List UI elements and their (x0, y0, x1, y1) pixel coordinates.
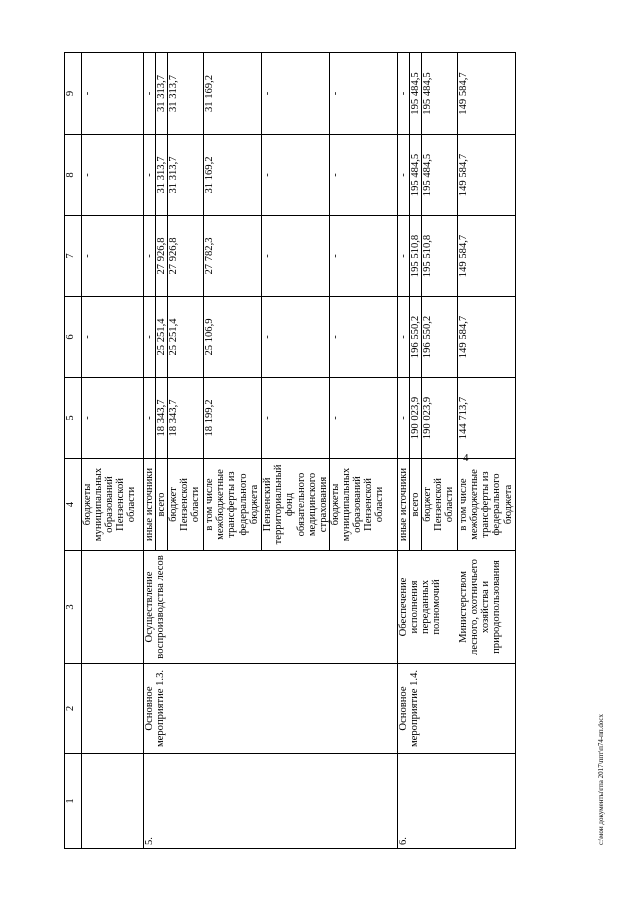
value-cell: 195 510,8 (409, 216, 421, 297)
source-cell: бюджеты муниципальных образований Пензенской области (329, 459, 397, 551)
value-cell: 195 484,5 (409, 135, 421, 216)
row-number: 5. (144, 754, 398, 849)
value-cell: 149 584,7 (458, 216, 516, 297)
value-cell: 27 926,8 (156, 216, 168, 297)
value-cell: - (397, 53, 409, 135)
source-cell: иные источники (397, 459, 409, 551)
source-cell: всего (409, 459, 421, 551)
cell-empty (82, 754, 144, 849)
header-cell: 3 (65, 551, 82, 664)
value-cell: 149 584,7 (458, 135, 516, 216)
measure-title: Обеспечение исполнения переданных полномочий (397, 551, 457, 664)
value-cell: 195 484,5 (422, 53, 458, 135)
table-row (82, 53, 144, 849)
value-cell: - (262, 378, 330, 459)
header-cell: 9 (65, 53, 82, 135)
source-cell: всего (156, 459, 168, 551)
value-cell: 31 169,2 (204, 135, 262, 216)
value-cell: 190 023,9 (422, 378, 458, 459)
value-cell: 27 782,3 (204, 216, 262, 297)
header-cell: 4 (65, 459, 82, 551)
value-cell: 195 510,8 (422, 216, 458, 297)
header-cell: 8 (65, 135, 82, 216)
value-cell: 25 251,4 (168, 297, 204, 378)
value-cell: 31 313,7 (156, 53, 168, 135)
value-cell: - (397, 378, 409, 459)
row-number: 6. (397, 754, 515, 849)
value-cell: 195 484,5 (409, 53, 421, 135)
source-cell: в том числе межбюджетные трансферты из федерального бюджета (458, 459, 516, 551)
rotated-table-container (64, 53, 606, 849)
footer-file-path: c:\мои документы\гпа 2017\ппт\п74-пп.docx (597, 713, 605, 845)
value-cell: - (262, 135, 330, 216)
measure-name: Основное мероприятие 1.3. (144, 664, 398, 754)
value-cell: 31 313,7 (168, 53, 204, 135)
header-cell: 5 (65, 378, 82, 459)
value-cell: - (144, 53, 156, 135)
table-header-row (65, 53, 82, 849)
value-cell: - (262, 216, 330, 297)
header-cell: 1 (65, 754, 82, 849)
value-cell: 195 484,5 (422, 135, 458, 216)
value-cell: - (82, 378, 144, 459)
value-cell: 144 713,7 (458, 378, 516, 459)
value-cell: 31 313,7 (156, 135, 168, 216)
header-cell: 2 (65, 664, 82, 754)
value-cell: - (144, 378, 156, 459)
source-cell: в том числе межбюджетные трансферты из федерального бюджета (204, 459, 262, 551)
header-cell: 7 (65, 216, 82, 297)
page-number: 4 (463, 452, 469, 464)
value-cell: - (82, 135, 144, 216)
value-cell: 25 251,4 (156, 297, 168, 378)
measure-name: Основное мероприятие 1.4. (397, 664, 515, 754)
value-cell: 27 926,8 (168, 216, 204, 297)
value-cell: - (397, 135, 409, 216)
value-cell: - (262, 53, 330, 135)
value-cell: - (329, 135, 397, 216)
value-cell: 18 343,7 (168, 378, 204, 459)
value-cell: - (329, 216, 397, 297)
value-cell: - (329, 297, 397, 378)
value-cell: 149 584,7 (458, 53, 516, 135)
value-cell: - (144, 135, 156, 216)
budget-table (64, 52, 516, 849)
measure-title: Министерством лесного, охотничьего хозяйства и природопользования (458, 551, 516, 664)
value-cell: - (329, 53, 397, 135)
value-cell: - (82, 53, 144, 135)
value-cell: - (397, 297, 409, 378)
value-cell: - (397, 216, 409, 297)
value-cell: 31 313,7 (168, 135, 204, 216)
cell-empty (82, 551, 144, 664)
source-cell: бюджет Пензенской области (422, 459, 458, 551)
source-cell: Пензенский территориальный фонд обязательного медицинского страхования (262, 459, 330, 551)
value-cell: - (144, 216, 156, 297)
value-cell: 196 550,2 (409, 297, 421, 378)
table-row (397, 53, 409, 849)
value-cell: - (144, 297, 156, 378)
source-cell: иные источники (144, 459, 156, 551)
value-cell: 18 343,7 (156, 378, 168, 459)
value-cell: - (329, 378, 397, 459)
value-cell: - (82, 297, 144, 378)
value-cell: 25 106,9 (204, 297, 262, 378)
table-row (144, 53, 156, 849)
value-cell: 190 023,9 (409, 378, 421, 459)
value-cell: 31 169,2 (204, 53, 262, 135)
measure-title: Осуществление воспроизводства лесов (144, 551, 398, 664)
value-cell: 196 550,2 (422, 297, 458, 378)
value-cell: 149 584,7 (458, 297, 516, 378)
value-cell: - (82, 216, 144, 297)
header-cell: 6 (65, 297, 82, 378)
source-cell: бюджеты муниципальных образований Пензенской области (82, 459, 144, 551)
source-cell: бюджет Пензенской области (168, 459, 204, 551)
value-cell: 18 199,2 (204, 378, 262, 459)
value-cell: - (262, 297, 330, 378)
cell-empty (82, 664, 144, 754)
